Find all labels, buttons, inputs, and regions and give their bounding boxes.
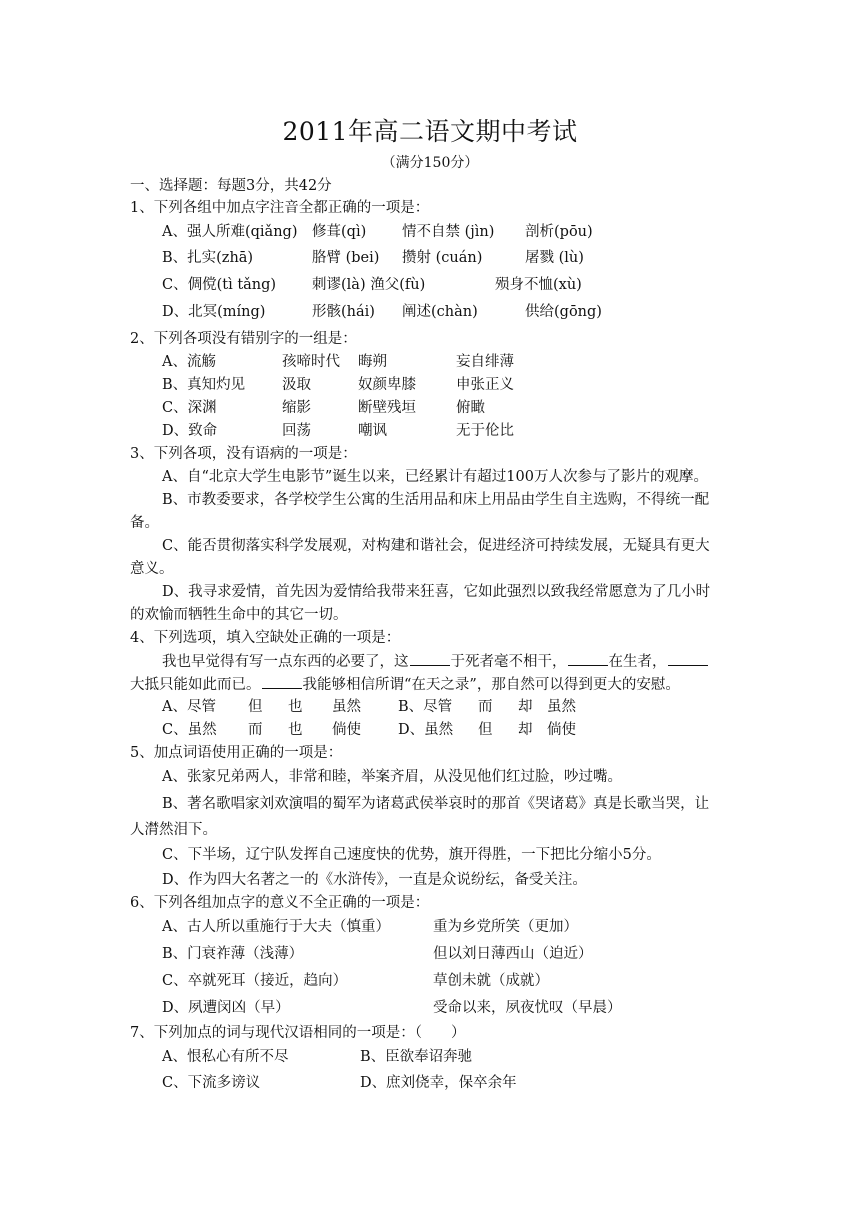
question-5-stem: 5、加点词语使用正确的一项是： (130, 745, 343, 761)
answer-blank (262, 674, 302, 689)
q5-option-d: D、作为四大名著之一的《水浒传》，一直是众说纷纭，备受关注。 (162, 872, 587, 888)
q1-d-item2: 形骸(hái) (312, 304, 375, 320)
q6-option-d-left: D、夙遭闵凶（早） (162, 1000, 290, 1016)
q6-option-c-left: C、卒就死耳（接近，趋向） (162, 973, 348, 989)
q5-option-b: B、著名歌唱家刘欢演唱的蜀军为诸葛武侯举哀时的那首《哭诸葛》真是长歌当哭，让 (162, 796, 710, 812)
question-7-stem: 7、下列加点的词与现代汉语相同的一项是：（ ） (130, 1025, 466, 1041)
q1-option-a: A、强人所难(qiǎng) (162, 224, 298, 240)
q2-a-item3: 晦朔 (358, 354, 387, 370)
q1-b-item2: 胳臂 (bei) (312, 250, 380, 266)
answer-blank (668, 651, 708, 666)
q4-passage-line2: 大抵只能如此而已。 我能够相信所谓“在天之录”，那自然可以得到更大的安慰。 (130, 674, 680, 695)
q7-option-a: A、恨私心有所不尽 (162, 1049, 289, 1065)
q6-option-b-right: 但以刘日薄西山（迫近） (433, 946, 593, 962)
q5-option-a: A、张家兄弟两人，非常和睦，举案齐眉，从没见他们红过脸，吵过嘴。 (162, 769, 622, 785)
q1-b-item4: 屠戮 (lù) (525, 250, 584, 266)
q1-a-item4: 剖析(pōu) (525, 224, 593, 240)
q1-option-c: C、倜傥(tì tǎng) (162, 277, 277, 293)
q3-option-b-cont: 备。 (130, 515, 159, 531)
page-title: 2011年高二语文期中考试 (282, 117, 578, 146)
q4-b-w2: 而 (478, 699, 493, 715)
question-3-stem: 3、下列各项，没有语病的一项是： (130, 446, 357, 462)
question-1-stem: 1、下列各组中加点字注音全都正确的一项是： (130, 200, 430, 216)
q3-option-d: D、我寻求爱情，首先因为爱情给我带来狂喜，它如此强烈以致我经常愿意为了几小时 (162, 584, 711, 600)
q1-option-b: B、扎实(zhā) (162, 250, 254, 266)
q6-option-a-left: A、古人所以重施行于大夫（慎重） (162, 919, 390, 935)
q1-b-item3: 攒射 (cuán) (402, 250, 483, 266)
section-heading: 一、选择题：每题3分，共42分 (130, 178, 332, 194)
answer-blank (410, 651, 450, 666)
q4-a-w3: 也 (288, 699, 303, 715)
q4-a-w2: 但 (248, 699, 263, 715)
q6-option-d-right: 受命以来，夙夜忧叹（早晨） (433, 1000, 622, 1016)
q7-option-d: D、庶刘侥幸，保卒余年 (360, 1075, 517, 1091)
q5-option-c: C、下半场，辽宁队发挥自己速度快的优势，旗开得胜，一下把比分缩小5分。 (162, 847, 661, 863)
q1-c-item2: 刺谬(là) 渔父(fù) (312, 277, 426, 293)
q7-option-b: B、臣欲奉诏奔驰 (360, 1049, 473, 1065)
q1-a-item2: 修葺(qì) (312, 224, 367, 240)
q4-d-w4: 倘使 (547, 722, 576, 738)
q2-a-item4: 妄自绯薄 (456, 354, 514, 370)
q5-option-b-cont: 人潸然泪下。 (130, 822, 217, 838)
q4-a-w4: 虽然 (332, 699, 361, 715)
q4-d-w3: 却 (518, 722, 533, 738)
q2-b-item2: 汲取 (282, 377, 311, 393)
page-subtitle: （满分150分） (381, 155, 479, 171)
q4-c-w4: 倘使 (332, 722, 361, 738)
q2-c-item4: 俯瞰 (456, 400, 485, 416)
q3-option-c-cont: 意义。 (130, 561, 174, 577)
q2-a-item2: 孩啼时代 (282, 354, 340, 370)
q2-option-b: B、真知灼见 (162, 377, 246, 393)
q3-option-c: C、能否贯彻落实科学发展观，对构建和谐社会，促进经济可持续发展，无疑具有更大 (162, 538, 710, 554)
q4-c-w2: 而 (248, 722, 263, 738)
q1-c-item3: 殒身不恤(xù) (495, 277, 582, 293)
q4-passage-line1: 我也早觉得有写一点东西的必要了，这 于死者毫不相干， 在生者， (162, 651, 709, 672)
q2-c-item2: 缩影 (282, 400, 311, 416)
q2-d-item3: 嘲讽 (358, 423, 387, 439)
question-2-stem: 2、下列各项没有错别字的一组是： (130, 331, 357, 347)
q2-d-item4: 无于伦比 (456, 423, 514, 439)
q2-option-d: D、致命 (162, 423, 218, 439)
q1-option-d: D、北冥(míng) (162, 304, 266, 320)
q4-d-w2: 但 (478, 722, 493, 738)
q6-option-a-right: 重为乡党所笑（更加） (433, 919, 578, 935)
q4-b-w4: 虽然 (547, 699, 576, 715)
q6-option-c-right: 草创未就（成就） (433, 973, 549, 989)
q2-d-item2: 回荡 (282, 423, 311, 439)
q2-b-item4: 申张正义 (456, 377, 514, 393)
q4-option-c: C、虽然 (162, 722, 217, 738)
question-6-stem: 6、下列各组加点字的意义不全正确的一项是： (130, 895, 430, 911)
q3-option-d-cont: 的欢愉而牺牲生命中的其它一切。 (130, 607, 348, 623)
q1-d-item3: 阐述(chàn) (402, 304, 478, 320)
q4-b-w3: 却 (518, 699, 533, 715)
answer-blank (568, 651, 608, 666)
q2-c-item3: 断壁残垣 (358, 400, 416, 416)
q4-option-d: D、虽然 (398, 722, 454, 738)
q4-option-b: B、尽管 (398, 699, 453, 715)
q3-option-b: B、市教委要求，各学校学生公寓的生活用品和床上用品由学生自主选购，不得统一配 (162, 492, 710, 508)
q6-option-b-left: B、门衰祚薄（浅薄） (162, 946, 304, 962)
q4-c-w3: 也 (288, 722, 303, 738)
q7-option-c: C、下流多谤议 (162, 1075, 261, 1091)
q2-option-c: C、深渊 (162, 400, 217, 416)
q1-a-item3: 情不自禁 (jìn) (402, 224, 495, 240)
q2-b-item3: 奴颜卑膝 (358, 377, 416, 393)
q1-d-item4: 供给(gōng) (525, 304, 602, 320)
q2-option-a: A、流觞 (162, 354, 216, 370)
question-4-stem: 4、下列选项，填入空缺处正确的一项是： (130, 630, 401, 646)
q4-option-a: A、尽管 (162, 699, 216, 715)
q3-option-a: A、自“北京大学生电影节”诞生以来，已经累计有超过100万人次参与了影片的观摩。 (162, 469, 708, 485)
